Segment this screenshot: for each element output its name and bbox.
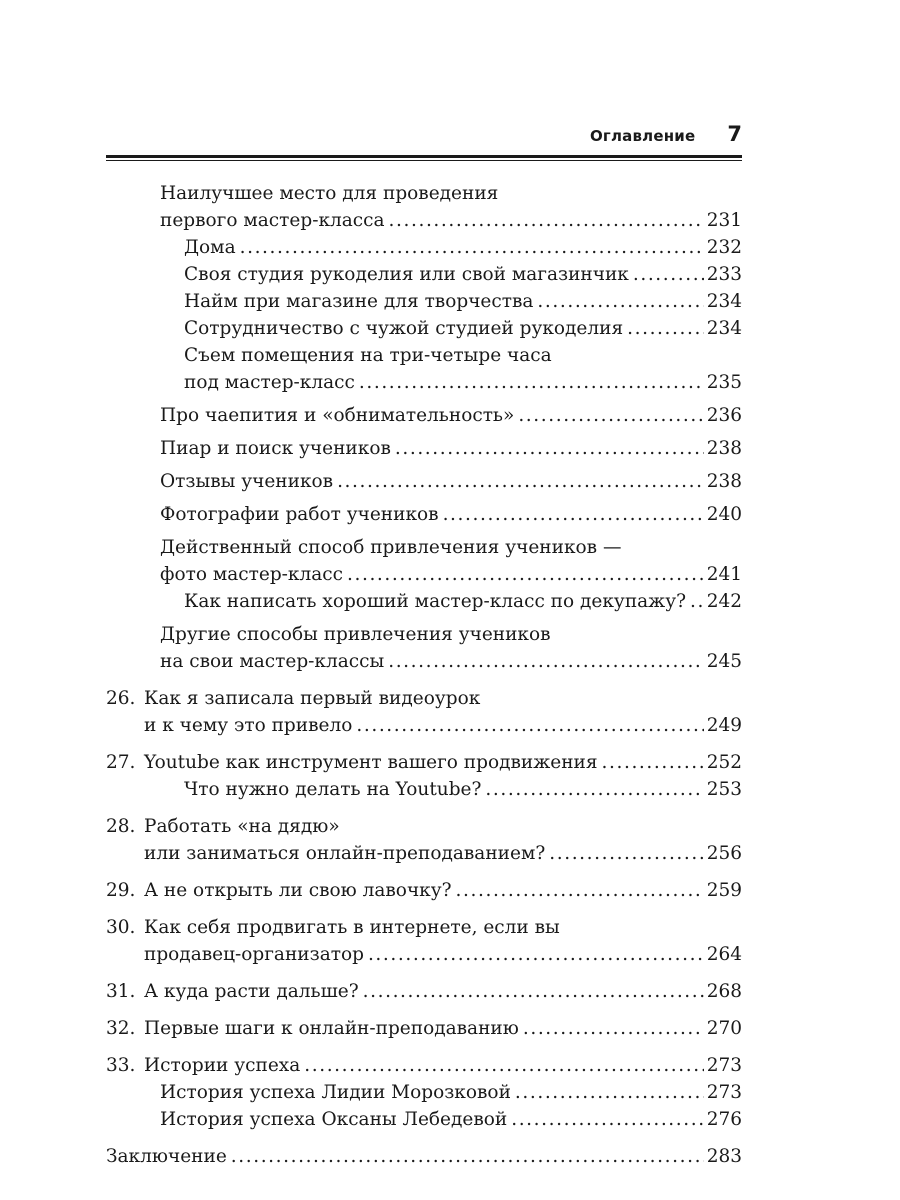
toc-chapter[interactable] <box>106 749 742 776</box>
toc-entry-title: История успеха Лидии Морозковой <box>160 1082 511 1103</box>
toc-entry-page: 233 <box>706 264 742 285</box>
running-title: Оглавление <box>589 127 696 145</box>
dot-leader <box>537 288 703 315</box>
toc-entry[interactable] <box>106 776 742 803</box>
toc-chapter[interactable] <box>106 877 742 904</box>
toc-entry[interactable] <box>106 435 742 462</box>
toc-chapter[interactable] <box>106 1052 742 1079</box>
toc-entry-title-line2: под мастер-класс <box>184 372 355 393</box>
toc-entry-title: История успеха Оксаны Лебедевой <box>160 1109 508 1130</box>
toc-entry-title-line1: Наилучшее место для проведения <box>160 183 499 204</box>
toc-chapter[interactable] <box>106 685 742 739</box>
toc-entry-title-line1: Другие способы привлечения учеников <box>160 624 551 645</box>
running-head <box>106 122 742 152</box>
toc-entry[interactable] <box>106 288 742 315</box>
dot-leader <box>523 1015 704 1042</box>
chapter-number: 30. <box>106 917 136 938</box>
toc-entry-title-line2: или заниматься онлайн-преподаванием? <box>144 843 546 864</box>
toc-entry[interactable] <box>106 402 742 429</box>
toc-entry-title-line1: Работать «на дядю» <box>144 816 340 837</box>
chapter-number: 32. <box>106 1018 136 1039</box>
toc-chapter[interactable] <box>106 978 742 1005</box>
toc-entry-page: 238 <box>706 438 742 459</box>
chapter-number: 33. <box>106 1055 136 1076</box>
toc-entry-title: Про чаепития и «обнимательность» <box>160 405 515 426</box>
dot-leader <box>304 1052 703 1079</box>
toc-entry-page: 249 <box>706 715 742 736</box>
dot-leader <box>388 648 703 675</box>
toc-entry-page: 256 <box>706 843 742 864</box>
table-of-contents <box>106 180 742 1170</box>
toc-chapter[interactable] <box>106 813 742 867</box>
toc-entry-title-line2: фото мастер-класс <box>160 564 343 585</box>
dot-leader <box>368 941 704 968</box>
toc-entry-title-line2: и к чему это привело <box>144 715 353 736</box>
toc-entry[interactable] <box>106 588 742 615</box>
toc-entry-title: Первые шаги к онлайн-преподаванию <box>144 1018 519 1039</box>
toc-entry-title: Сотрудничество с чужой студией рукоделия <box>184 318 624 339</box>
dot-leader <box>690 588 704 615</box>
toc-entry-title-line1: Действенный способ привлечения учеников — <box>160 537 622 558</box>
toc-entry-page: 234 <box>706 318 742 339</box>
toc-entry-page: 276 <box>706 1109 742 1130</box>
toc-entry-page: 240 <box>706 504 742 525</box>
toc-conclusion[interactable] <box>106 1143 742 1170</box>
toc-entry-title: А куда расти дальше? <box>144 981 359 1002</box>
toc-entry[interactable] <box>106 468 742 495</box>
toc-entry-page: 268 <box>706 981 742 1002</box>
toc-entry[interactable] <box>106 315 742 342</box>
toc-entry-page: 273 <box>706 1055 742 1076</box>
toc-entry-page: 270 <box>706 1018 742 1039</box>
toc-entry-title: Фотографии работ учеников <box>160 504 439 525</box>
chapter-number: 27. <box>106 752 136 773</box>
toc-entry-page: 259 <box>706 880 742 901</box>
dot-leader <box>389 207 704 234</box>
toc-entry-page: 264 <box>706 944 742 965</box>
toc-entry[interactable] <box>106 261 742 288</box>
toc-entry-page: 245 <box>706 651 742 672</box>
toc-entry-title: Найм при магазине для творчества <box>184 291 534 312</box>
toc-entry-title: Как написать хороший мастер-класс по декупажу? <box>184 591 687 612</box>
dot-leader <box>511 1106 703 1133</box>
toc-entry[interactable] <box>106 234 742 261</box>
toc-chapter[interactable] <box>106 1015 742 1042</box>
toc-entry-page: 252 <box>706 752 742 773</box>
toc-entry-title-line1: Съем помещения на три-четыре часа <box>184 345 552 366</box>
toc-entry[interactable] <box>106 621 742 675</box>
toc-entry-title: Отзывы учеников <box>160 471 334 492</box>
dot-leader <box>395 435 704 462</box>
toc-entry-page: 242 <box>706 591 742 612</box>
toc-entry-page: 238 <box>706 471 742 492</box>
toc-entry-page: 283 <box>706 1146 742 1167</box>
toc-entry-page: 273 <box>706 1082 742 1103</box>
page-number: 7 <box>727 122 742 146</box>
toc-entry-page: 234 <box>706 291 742 312</box>
dot-leader <box>356 712 703 739</box>
toc-entry[interactable] <box>106 534 742 588</box>
toc-entry-page: 231 <box>706 210 742 231</box>
toc-entry[interactable] <box>106 1079 742 1106</box>
toc-entry[interactable] <box>106 501 742 528</box>
toc-entry[interactable] <box>106 342 742 396</box>
toc-entry-title-line2: первого мастер-класса <box>160 210 385 231</box>
toc-chapter[interactable] <box>106 914 742 968</box>
dot-leader <box>359 369 704 396</box>
dot-leader <box>456 877 704 904</box>
toc-entry-title: Заключение <box>106 1146 227 1167</box>
dot-leader <box>347 561 704 588</box>
toc-entry-title: Истории успеха <box>144 1055 301 1076</box>
toc-entry-title: Что нужно делать на Youtube? <box>184 779 482 800</box>
toc-entry-page: 235 <box>706 372 742 393</box>
dot-leader <box>337 468 704 495</box>
toc-entry-page: 232 <box>706 237 742 258</box>
toc-entry-title-line1: Как себя продвигать в интернете, если вы <box>144 917 560 938</box>
header-rule-thick <box>106 155 742 158</box>
toc-entry-title: Пиар и поиск учеников <box>160 438 391 459</box>
toc-entry-title-line2: продавец-организатор <box>144 944 364 965</box>
toc-entry-page: 241 <box>706 564 742 585</box>
toc-entry-title: Своя студия рукоделия или свой магазинчик <box>184 264 629 285</box>
toc-entry[interactable] <box>106 1106 742 1133</box>
toc-entry-title: Дома <box>184 237 236 258</box>
toc-entry-title: Youtube как инструмент вашего продвижения <box>144 752 598 773</box>
dot-leader <box>485 776 703 803</box>
toc-entry-title: А не открыть ли свою лавочку? <box>144 880 452 901</box>
dot-leader <box>602 749 704 776</box>
toc-entry[interactable] <box>106 180 742 234</box>
toc-entry-title-line2: на свои мастер-классы <box>160 651 385 672</box>
chapter-number: 31. <box>106 981 136 1002</box>
chapter-number: 28. <box>106 816 136 837</box>
dot-leader <box>231 1143 704 1170</box>
dot-leader <box>549 840 703 867</box>
dot-leader <box>443 501 704 528</box>
toc-entry-page: 253 <box>706 779 742 800</box>
chapter-number: 29. <box>106 880 136 901</box>
chapter-number: 26. <box>106 688 136 709</box>
dot-leader <box>627 315 704 342</box>
toc-entry-page: 236 <box>706 405 742 426</box>
dot-leader <box>240 234 704 261</box>
header-rule-thin <box>106 160 742 161</box>
dot-leader <box>363 978 704 1005</box>
dot-leader <box>515 1079 704 1106</box>
dot-leader <box>518 402 703 429</box>
dot-leader <box>633 261 704 288</box>
toc-entry-title-line1: Как я записала первый видеоурок <box>144 688 481 709</box>
